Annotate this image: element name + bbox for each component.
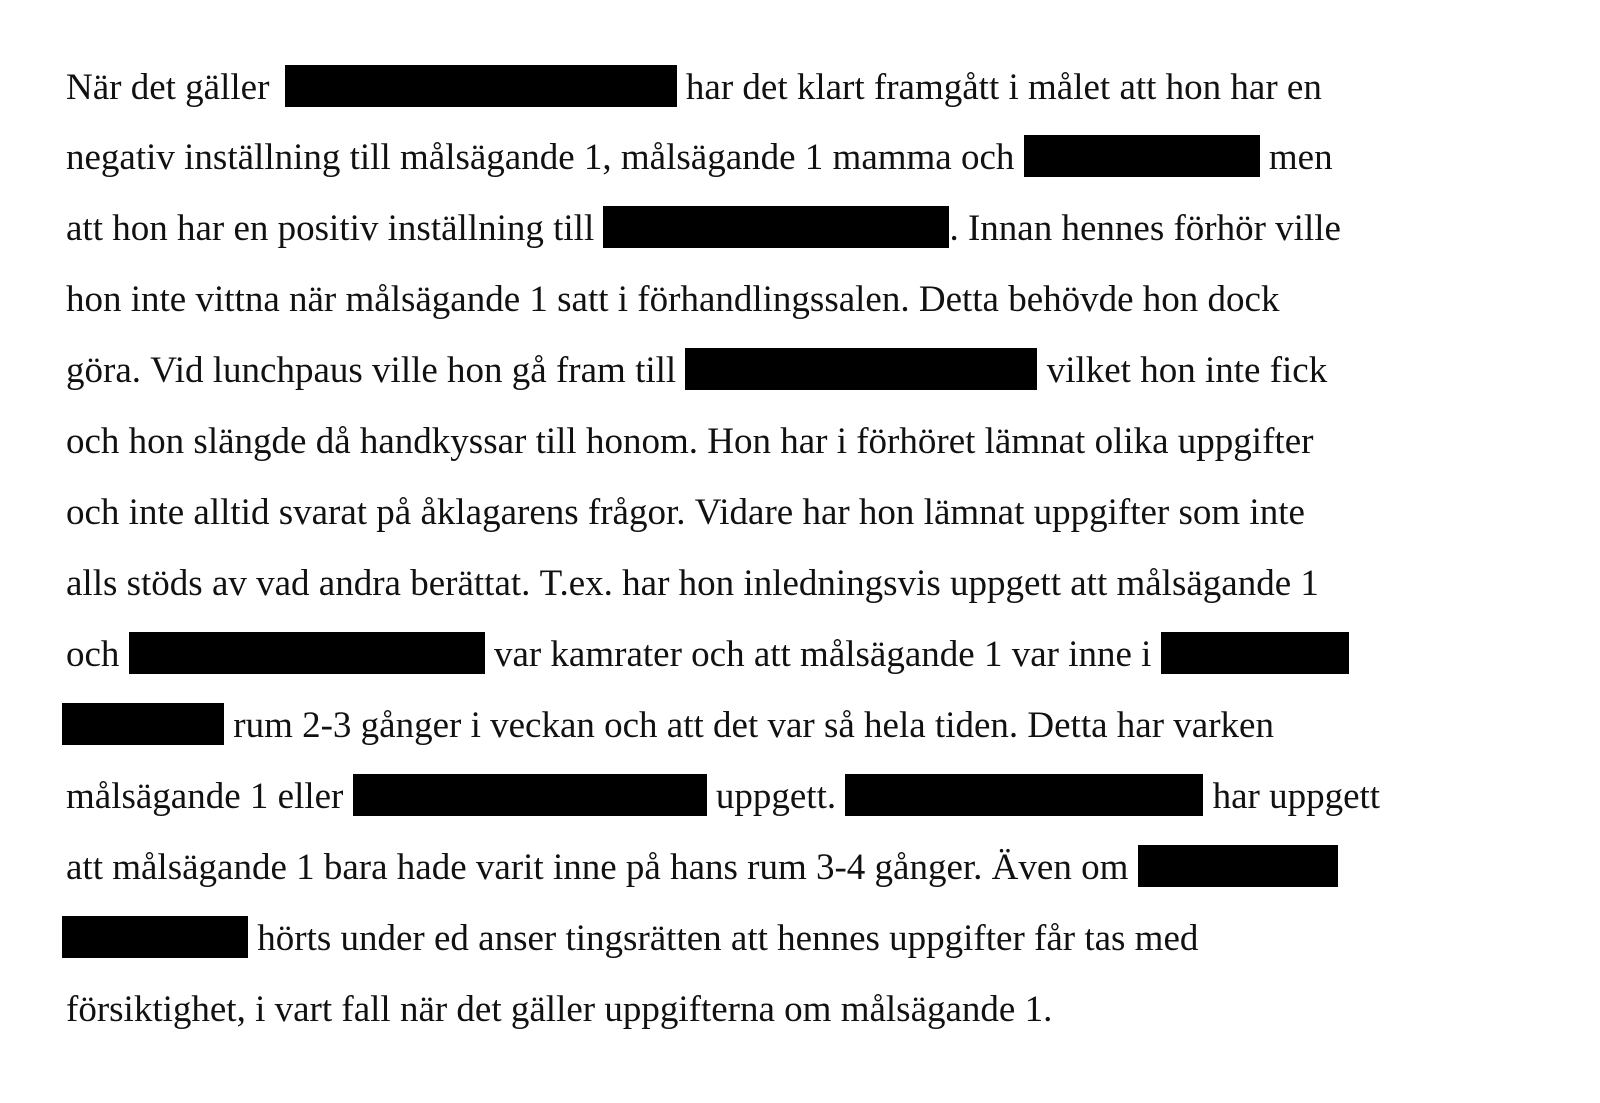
text-segment: rum 2-3 gånger i veckan och att det var så hela tiden. Detta har varken [224, 705, 1274, 746]
redaction-block [845, 774, 1203, 816]
paragraph-line [66, 412, 1313, 472]
paragraph-line [66, 483, 1305, 543]
text-segment: att målsägande 1 bara hade varit inne på hans rum 3-4 gånger. Även om [66, 847, 1138, 888]
paragraph-line [66, 199, 1341, 259]
text-segment: När det gäller [66, 67, 279, 108]
text-segment: . Innan hennes förhör ville [949, 208, 1341, 249]
paragraph-line [66, 554, 1319, 614]
redaction-block [62, 916, 248, 958]
paragraph-line [66, 980, 1052, 1040]
text-segment: att hon har en positiv inställning till [66, 208, 604, 249]
text-segment: hon inte vittna när målsägande 1 satt i förhandlingssalen. Detta behövde hon dock [66, 279, 1280, 320]
redaction-block [1024, 135, 1260, 177]
paragraph-line [66, 128, 1333, 188]
text-segment: och [66, 634, 129, 675]
text-segment: försiktighet, i vart fall när det gäller uppgifterna om målsägande 1. [66, 989, 1053, 1030]
text-segment: och hon slängde då handkyssar till honom. Hon har i förhöret lämnat olika uppgifter [66, 421, 1314, 462]
redaction-block [129, 632, 485, 674]
text-segment: negativ inställning till målsägande 1, målsägande 1 mamma och [66, 137, 1024, 178]
text-segment: hörts under ed anser tingsrätten att hennes uppgifter får tas med [248, 918, 1199, 959]
text-segment: och inte alltid svarat på åklagarens frågor. Vidare har hon lämnat uppgifter som inte [66, 492, 1305, 533]
paragraph-line [66, 767, 1380, 827]
paragraph-line [66, 625, 1349, 685]
redaction-block [1161, 632, 1349, 674]
redaction-block [1138, 845, 1338, 887]
redaction-block [685, 348, 1037, 390]
text-segment: målsägande 1 eller [66, 776, 353, 817]
text-segment: göra. Vid lunchpaus ville hon gå fram till [66, 350, 686, 391]
text-segment: har uppgett [1203, 776, 1381, 817]
redaction-block [62, 703, 224, 745]
text-segment: alls stöds av vad andra berättat. T.ex. har hon inledningsvis uppgett att målsägande 1 [66, 563, 1319, 604]
paragraph-line [66, 341, 1327, 401]
paragraph-line [66, 838, 1338, 898]
text-segment: har det klart framgått i målet att hon har en [676, 67, 1322, 108]
paragraph-line [62, 696, 1274, 756]
text-segment: men [1259, 137, 1333, 178]
text-segment: var kamrater och att målsägande 1 var inne i [484, 634, 1161, 675]
redaction-block [285, 65, 677, 107]
paragraph-line [62, 909, 1198, 969]
paragraph-line [66, 58, 1322, 118]
text-segment: vilket hon inte fick [1037, 350, 1328, 391]
redaction-block [353, 774, 707, 816]
paragraph-line [66, 270, 1279, 330]
text-segment: uppgett. [706, 776, 846, 817]
redaction-block [603, 206, 949, 248]
